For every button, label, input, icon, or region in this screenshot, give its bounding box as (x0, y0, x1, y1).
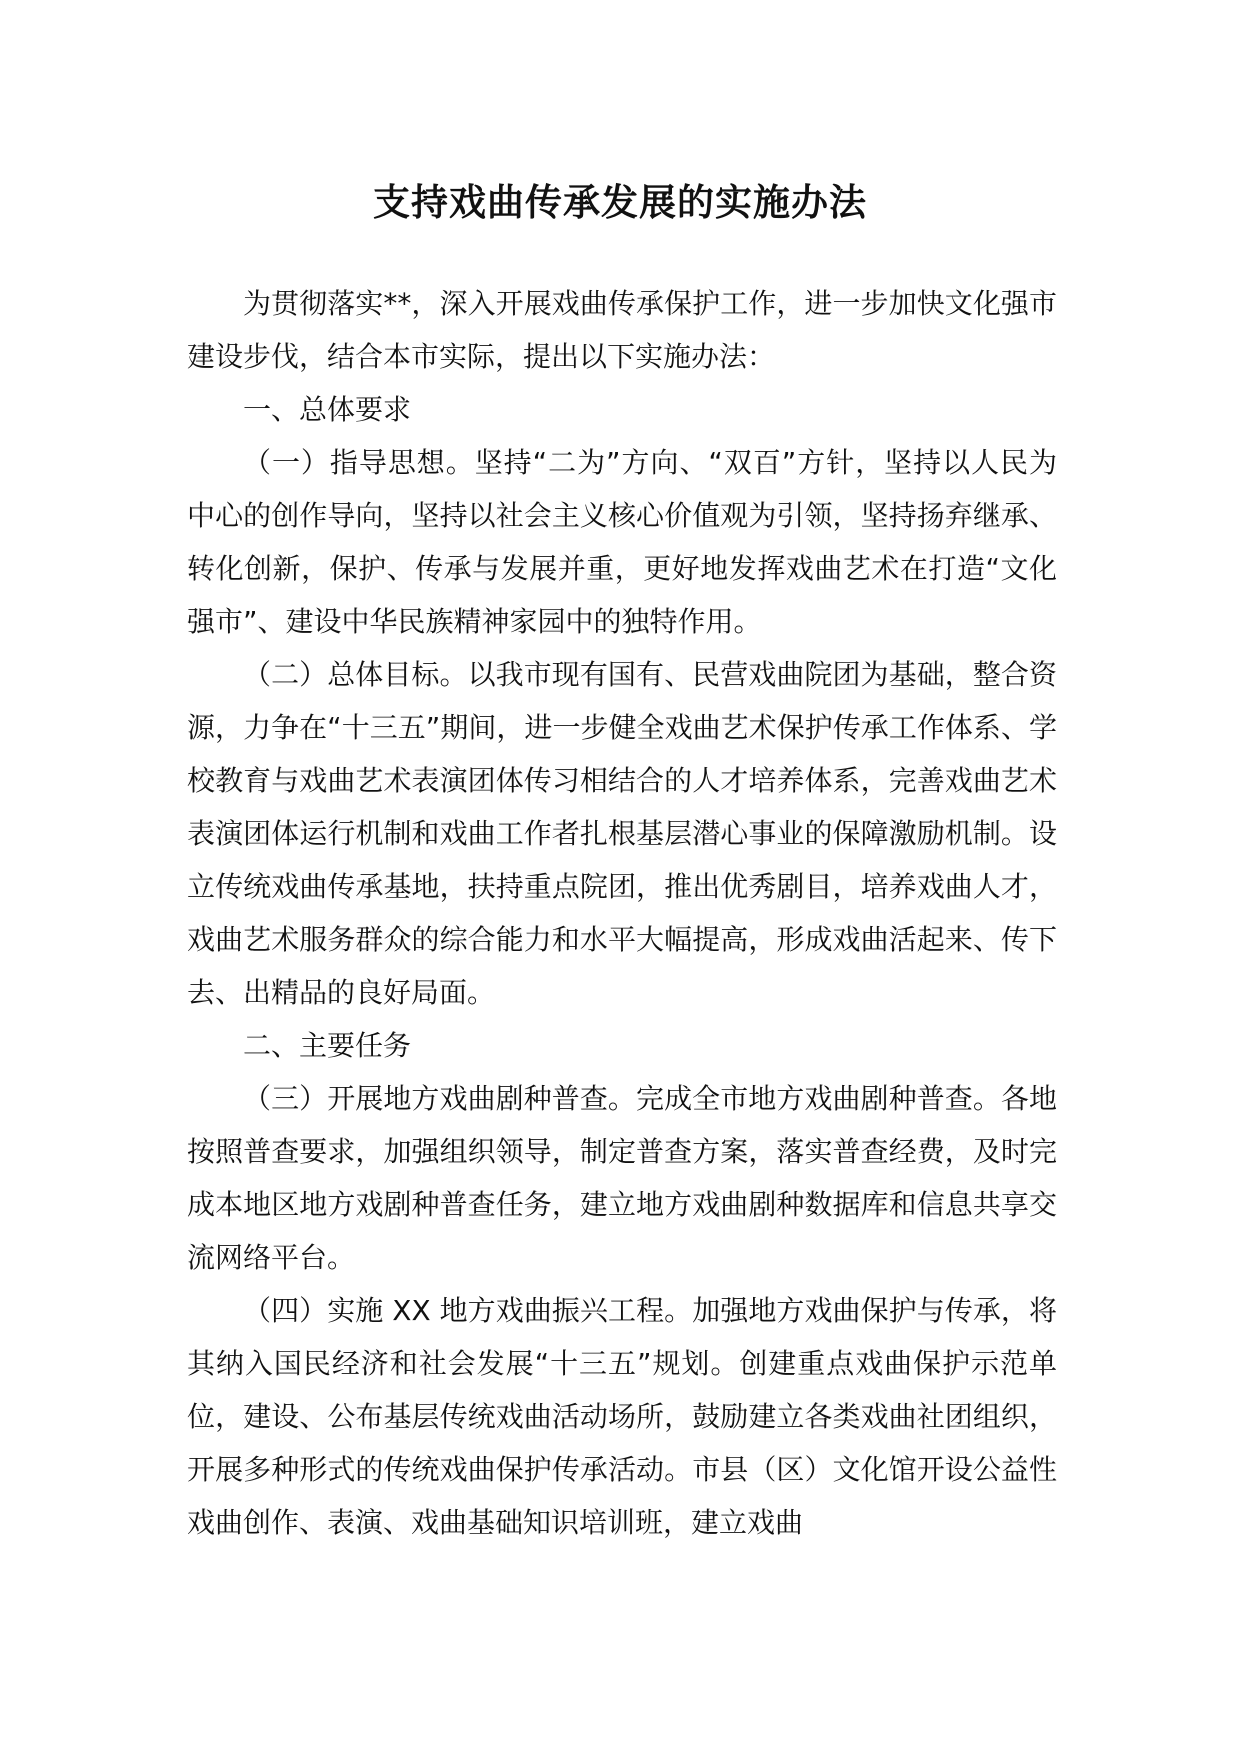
intro-paragraph: 为贯彻落实**，深入开展戏曲传承保护工作，进一步加快文化强市建设步伐，结合本市实际，提出以下实施办法： (187, 287, 1057, 373)
paragraph-opera-survey: （三）开展地方戏曲剧种普查。完成全市地方戏曲剧种普查。各地按照普查要求，加强组织领导，制定普查方案，落实普查经费，及时完成本地区地方戏剧种普查任务，建立地方戏曲剧种数据库和信息共享交流网络平台。 (187, 1082, 1057, 1274)
paragraph-overall-goals: （二）总体目标。以我市现有国有、民营戏曲院团为基础，整合资源，力争在“十三五”期间，进一步健全戏曲艺术保护传承工作体系、学校教育与戏曲艺术表演团体传习相结合的人才培养体系，完善戏曲艺术表演团体运行机制和戏曲工作者扎根基层潜心事业的保障激励机制。设立传统戏曲传承基地，扶持重点院团，推出优秀剧目，培养戏曲人才，戏曲艺术服务群众的综合能力和水平大幅提高，形成戏曲活起来、传下去、出精品的良好局面。 (187, 658, 1057, 1009)
section-heading-main-tasks: 二、主要任务 (243, 1029, 412, 1062)
paragraph-revitalization-project: （四）实施 XX 地方戏曲振兴工程。加强地方戏曲保护与传承，将其纳入国民经济和社会发展“十三五”规划。创建重点戏曲保护示范单位，建设、公布基层传统戏曲活动场所，鼓励建立各类戏曲社团组织，开展多种形式的传统戏曲保护传承活动。市县（区）文化馆开设公益性戏曲创作、表演、戏曲基础知识培训班，建立戏曲 (187, 1294, 1057, 1539)
document-body (187, 277, 1057, 1549)
document-title: 支持戏曲传承发展的实施办法 (373, 181, 867, 224)
paragraph-guiding-ideology: （一）指导思想。坚持“二为”方向、“双百”方针，坚持以人民为中心的创作导向，坚持以社会主义核心价值观为引领，坚持扬弃继承、转化创新，保护、传承与发展并重，更好地发挥戏曲艺术在打造“文化强市”、建设中华民族精神家园中的独特作用。 (187, 446, 1057, 638)
section-heading-general-requirements: 一、总体要求 (243, 393, 412, 426)
